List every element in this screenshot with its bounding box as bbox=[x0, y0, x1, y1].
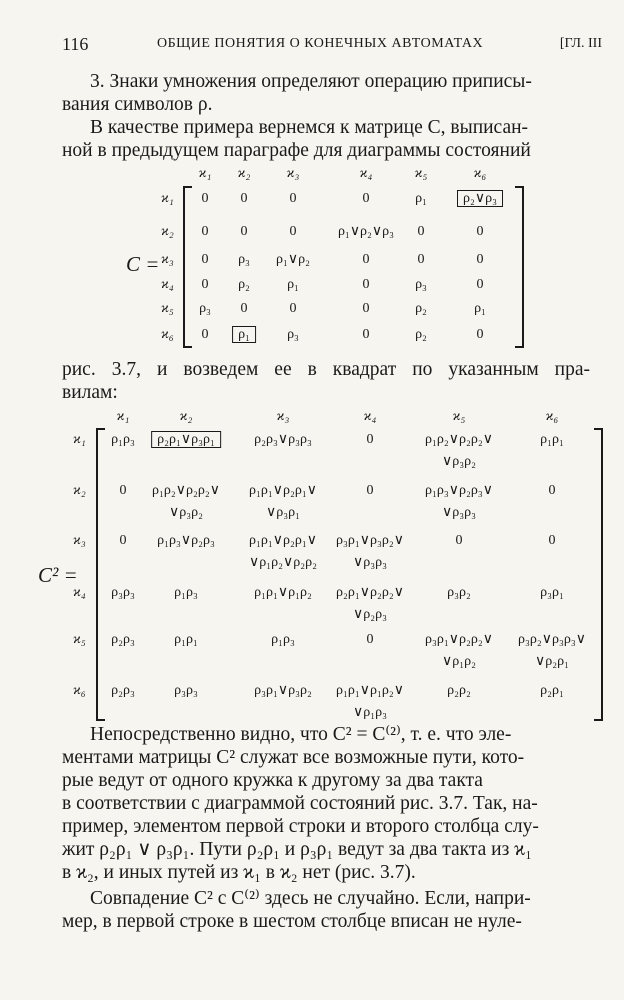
matrix-c2-col-label: ϰ₄ bbox=[363, 409, 377, 424]
text-line: вания символов ρ. bbox=[62, 94, 213, 115]
matrix-c2-left-bracket bbox=[96, 428, 105, 721]
matrix-c-cell-text: 0 bbox=[476, 224, 484, 239]
matrix-c-cell-text: 0 bbox=[289, 191, 297, 206]
matrix-c-cell-text: 0 bbox=[201, 277, 209, 292]
matrix-c2-cell-text: ∨ρ₃ρ₃ bbox=[442, 505, 476, 520]
matrix-c2-cell-text: ρ₃ρ₁∨ρ₃ρ₂∨ bbox=[336, 533, 404, 548]
matrix-c2-cell bbox=[169, 504, 203, 522]
text-line: ментами матрицы C² служат все возможные пути, кото- bbox=[62, 747, 525, 768]
matrix-c2-label: C² = bbox=[38, 563, 78, 587]
matrix-c2-cell bbox=[336, 584, 404, 602]
matrix-c2-row-label: ϰ₂ bbox=[73, 483, 86, 498]
matrix-c2-cell-text: ρ₂ρ₁∨ρ₂ρ₂∨ bbox=[336, 585, 404, 600]
matrix-c-cell-text: 0 bbox=[240, 301, 248, 316]
matrix-c2-cell bbox=[456, 532, 463, 550]
matrix-c2-cell-text: ρ₂ρ₂ bbox=[447, 683, 471, 698]
matrix-c2-cell bbox=[249, 554, 317, 572]
matrix-c2-cell bbox=[151, 431, 221, 449]
matrix-c2-cell-text: ∨ρ₃ρ₂ bbox=[169, 505, 203, 520]
matrix-c-col-label: ϰ₆ bbox=[473, 166, 487, 181]
page-number: 116 bbox=[62, 34, 89, 54]
matrix-c2-cell bbox=[442, 504, 476, 522]
matrix-c2-cell bbox=[111, 682, 135, 700]
matrix-c2-cell bbox=[425, 431, 493, 449]
matrix-c2-cell bbox=[152, 482, 220, 500]
matrix-c2-cell bbox=[447, 682, 471, 700]
matrix-c2-cell-text: ρ₁ρ₁∨ρ₁ρ₂ bbox=[254, 585, 312, 600]
matrix-c-row-label: ϰ₅ bbox=[161, 301, 174, 316]
matrix-c-cell-text: 0 bbox=[289, 224, 297, 239]
matrix-c2-col-label: ϰ₅ bbox=[452, 409, 466, 424]
matrix-c-cell-text: 0 bbox=[289, 301, 297, 316]
matrix-c2-cell-text: ρ₂ρ₃ bbox=[111, 632, 135, 647]
matrix-c2-cell bbox=[120, 482, 127, 500]
matrix-c-cell-text: 0 bbox=[240, 191, 248, 206]
matrix-c2-cell-text: ρ₁ρ₃ bbox=[174, 585, 198, 600]
matrix-c2-cell-text: 0 bbox=[455, 533, 463, 548]
matrix-c-cell-text: ρ₁ bbox=[474, 301, 486, 316]
matrix-c2-cell bbox=[367, 431, 374, 449]
text-line: 3. Знаки умножения определяют операцию приписы- bbox=[90, 71, 532, 92]
matrix-c2-cell-text: 0 bbox=[119, 533, 127, 548]
matrix-c2-cell-text: ρ₃ρ₃ bbox=[174, 683, 198, 698]
matrix-c-cell-text: ρ₁ bbox=[415, 191, 427, 206]
matrix-c2-col-label: ϰ₂ bbox=[179, 409, 193, 424]
text-line: ной в предыдущем параграфе для диаграммы состояний bbox=[62, 140, 531, 161]
matrix-c2-cell bbox=[111, 431, 135, 449]
matrix-c2-cell bbox=[442, 453, 476, 471]
matrix-c2-cell bbox=[174, 682, 198, 700]
matrix-c2-cell bbox=[540, 682, 564, 700]
matrix-c2-cell-text: ∨ρ₃ρ₁ bbox=[266, 505, 300, 520]
matrix-c2-cell-text: ρ₃ρ₂∨ρ₃ρ₃∨ bbox=[518, 632, 586, 647]
matrix-c-label: C = bbox=[126, 252, 160, 276]
matrix-c2-row-label: ϰ₆ bbox=[73, 683, 86, 698]
matrix-c-row-label: ϰ₁ bbox=[161, 191, 174, 206]
matrix-c2-cell-text: ρ₃ρ₁∨ρ₃ρ₂ bbox=[254, 683, 312, 698]
matrix-c2-cell bbox=[540, 431, 564, 449]
text-line: Непосредственно видно, что C² = C⁽²⁾, т. е. что эле- bbox=[90, 724, 512, 745]
matrix-c2-cell bbox=[353, 704, 387, 722]
matrix-c2-cell bbox=[367, 631, 374, 649]
matrix-c-col-label: ϰ₂ bbox=[237, 166, 251, 181]
matrix-c2-cell bbox=[111, 631, 135, 649]
matrix-c2-cell bbox=[353, 554, 387, 572]
matrix-c2-cell-text: ρ₂ρ₁∨ρ₃ρ₁ bbox=[151, 431, 221, 448]
matrix-c2-col-label: ϰ₆ bbox=[545, 409, 559, 424]
matrix-c2-cell-text: ρ₁ρ₃ bbox=[271, 632, 295, 647]
running-title: ОБЩИЕ ПОНЯТИЯ О КОНЕЧНЫХ АВТОМАТАХ bbox=[157, 36, 484, 51]
matrix-c2-cell-text: ∨ρ₁ρ₂ bbox=[442, 654, 476, 669]
matrix-c2-cell bbox=[442, 653, 476, 671]
text-line: В качестве примера вернемся к матрице C, выписан- bbox=[90, 117, 529, 138]
matrix-c2-cell-text: ρ₂ρ₃∨ρ₃ρ₃ bbox=[254, 432, 312, 447]
matrix-c2-cell bbox=[425, 482, 493, 500]
matrix-c2-cell-text: ρ₁ρ₁∨ρ₁ρ₂∨ bbox=[336, 683, 404, 698]
text-line: Совпадение C² с C⁽²⁾ здесь не случайно. Если, напри- bbox=[90, 888, 531, 909]
matrix-c-col-label: ϰ₁ bbox=[198, 166, 212, 181]
matrix-c2-cell-text: ∨ρ₃ρ₃ bbox=[353, 555, 387, 570]
matrix-c2-cell bbox=[353, 606, 387, 624]
matrix-c-cell-text: ρ₁ bbox=[232, 326, 256, 343]
matrix-c2-cell-text: ρ₁ρ₁ bbox=[540, 432, 564, 447]
matrix-c2-cell bbox=[266, 504, 300, 522]
matrix-c2-cell bbox=[549, 532, 556, 550]
matrix-c-cell-text: 0 bbox=[417, 224, 425, 239]
matrix-c2-cell-text: ∨ρ₁ρ₃ bbox=[353, 705, 387, 720]
matrix-c-cell-text: ρ₃ bbox=[199, 301, 211, 316]
matrix-c2-cell bbox=[549, 482, 556, 500]
matrix-c-cell-text: 0 bbox=[240, 224, 248, 239]
matrix-c-cell-text: ρ₁∨ρ₂ bbox=[276, 252, 310, 267]
matrix-c2-cell-text: ρ₃ρ₃ bbox=[111, 585, 135, 600]
matrix-c2-cell bbox=[535, 653, 569, 671]
matrix-c-cell-text: 0 bbox=[476, 327, 484, 342]
text-line: рис. 3.7, и возведем ее в квадрат по указанным пра- bbox=[62, 359, 590, 380]
chapter-label: [ГЛ. III bbox=[559, 36, 602, 51]
matrix-c2-cell bbox=[174, 631, 198, 649]
text-line: вилам: bbox=[62, 382, 118, 403]
matrix-c2-cell-text: ρ₁ρ₂∨ρ₂ρ₂∨ bbox=[425, 432, 493, 447]
matrix-c-cell-text: ρ₁∨ρ₂∨ρ₃ bbox=[337, 224, 395, 239]
matrix-c2-cell bbox=[254, 431, 312, 449]
matrix-c-cell-text: ρ₁ bbox=[287, 277, 299, 292]
matrix-c2-cell bbox=[425, 631, 493, 649]
matrix-c2-cell-text: ∨ρ₃ρ₂ bbox=[442, 454, 476, 469]
matrix-c2-col-label: ϰ₃ bbox=[276, 409, 290, 424]
matrix-c-cell-text: ρ₃ bbox=[238, 252, 250, 267]
text-line: в соответствии с диаграммой состояний рис. 3.7. Так, на- bbox=[62, 793, 538, 814]
matrix-c-cell-text: 0 bbox=[417, 252, 425, 267]
matrix-c-cell-text: ρ₃ bbox=[287, 327, 299, 342]
matrix-c-cell-text: ρ₃ bbox=[415, 277, 427, 292]
matrix-c2-row-label: ϰ₁ bbox=[73, 432, 86, 447]
matrix-c2-cell-text: 0 bbox=[366, 432, 374, 447]
matrix-c-cell-text: 0 bbox=[476, 277, 484, 292]
matrix-c2-cell bbox=[336, 532, 404, 550]
matrix-c2-cell bbox=[367, 482, 374, 500]
text-line: жит ρ₂ρ₁ ∨ ρ₃ρ₁. Пути ρ₂ρ₁ и ρ₃ρ₁ ведут за два такта из ϰ₁ bbox=[62, 839, 532, 860]
matrix-c-cell-text: 0 bbox=[201, 327, 209, 342]
matrix-c2-cell bbox=[518, 631, 586, 649]
matrix-c2-col-label: ϰ₁ bbox=[116, 409, 130, 424]
matrix-c-col-label: ϰ₃ bbox=[286, 166, 300, 181]
matrix-c2-cell-text: 0 bbox=[366, 632, 374, 647]
paragraph-4 bbox=[62, 723, 590, 884]
matrix-c2-cell-text: ρ₁ρ₃∨ρ₂ρ₃∨ bbox=[425, 483, 493, 498]
matrix-c-col-label: ϰ₅ bbox=[414, 166, 428, 181]
text-line: пример, элементом первой строки и второго столбца слу- bbox=[62, 816, 539, 837]
matrix-c2-cell-text: ρ₁ρ₂∨ρ₂ρ₂∨ bbox=[152, 483, 220, 498]
matrix-c-row-label: ϰ₃ bbox=[161, 252, 174, 267]
matrix-c2-cell-text: 0 bbox=[366, 483, 374, 498]
matrix-c2-cell-text: ∨ρ₂ρ₃ bbox=[353, 607, 387, 622]
matrix-c-col-label: ϰ₄ bbox=[359, 166, 373, 181]
matrix-c2-cell bbox=[540, 584, 564, 602]
matrix-c2-cell bbox=[254, 682, 312, 700]
matrix-c2-cell-text: ρ₃ρ₁∨ρ₂ρ₂∨ bbox=[425, 632, 493, 647]
matrix-c2-cell-text: ρ₁ρ₁∨ρ₂ρ₁∨ bbox=[249, 483, 317, 498]
matrix-c2-cell-text: 0 bbox=[548, 533, 556, 548]
text-line: мер, в первой строке в шестом столбце вписан не нуле- bbox=[62, 911, 522, 932]
matrix-c2-cell-text: ρ₂ρ₁ bbox=[540, 683, 564, 698]
matrix-c-cell-text: 0 bbox=[201, 224, 209, 239]
matrix-c2-row-label: ϰ₄ bbox=[73, 585, 86, 600]
matrix-c2-cell-text: ρ₁ρ₃ bbox=[111, 432, 135, 447]
matrix-c2-right-bracket bbox=[594, 428, 603, 721]
matrix-c2-cell-text: 0 bbox=[548, 483, 556, 498]
matrix-c-cell-text: 0 bbox=[201, 191, 209, 206]
matrix-c2-cell-text: ∨ρ₁ρ₂∨ρ₂ρ₂ bbox=[249, 555, 317, 570]
matrix-c-cell-text: ρ₂ bbox=[415, 301, 427, 316]
matrix-c2-cell-text: ρ₂ρ₃ bbox=[111, 683, 135, 698]
matrix-c-cell-text: 0 bbox=[476, 252, 484, 267]
paragraph-5 bbox=[62, 887, 590, 933]
matrix-c-cell-text: 0 bbox=[362, 327, 370, 342]
matrix-c-cell-text: 0 bbox=[362, 301, 370, 316]
matrix-c2-cell-text: 0 bbox=[119, 483, 127, 498]
matrix-c-cell-text: 0 bbox=[362, 277, 370, 292]
matrix-c2-cell-text: ρ₁ρ₃∨ρ₂ρ₃ bbox=[157, 533, 215, 548]
matrix-c2-cell bbox=[336, 682, 404, 700]
matrix-c-cell-text: ρ₂ bbox=[415, 327, 427, 342]
text-line: в ϰ₂, и иных путей из ϰ₁ в ϰ₂ нет (рис. 3.7). bbox=[62, 862, 416, 883]
matrix-c2-cell bbox=[271, 631, 295, 649]
text-line: рые ведут от одного кружка к другому за два такта bbox=[62, 770, 483, 791]
matrix-c-cell-text: ρ₂ bbox=[238, 277, 250, 292]
matrix-c2-cell-text: ρ₁ρ₁∨ρ₂ρ₁∨ bbox=[249, 533, 317, 548]
matrix-c2-cell-text: ∨ρ₂ρ₁ bbox=[535, 654, 569, 669]
matrix-c2-cell bbox=[447, 584, 471, 602]
matrix-c2-cell bbox=[249, 482, 317, 500]
matrix-c-row-label: ϰ₂ bbox=[161, 224, 174, 239]
matrix-c2-cell bbox=[249, 532, 317, 550]
matrix-c2-cell-text: ρ₁ρ₁ bbox=[174, 632, 198, 647]
matrix-c2-row-label: ϰ₅ bbox=[73, 632, 86, 647]
matrix-c2-cell bbox=[157, 532, 215, 550]
matrix-c-cell-text: ρ₂∨ρ₃ bbox=[457, 190, 503, 207]
matrix-c2-row-label: ϰ₃ bbox=[73, 533, 86, 548]
matrix-c2-cell-text: ρ₃ρ₂ bbox=[447, 585, 471, 600]
matrix-c2-cell bbox=[174, 584, 198, 602]
matrix-c-row-label: ϰ₄ bbox=[161, 277, 174, 292]
matrix-c2-cell-text: ρ₃ρ₁ bbox=[540, 585, 564, 600]
matrix-c2-cell bbox=[120, 532, 127, 550]
matrix-c2-cell bbox=[111, 584, 135, 602]
matrix-c2-cell bbox=[254, 584, 312, 602]
matrix-c-row-label: ϰ₆ bbox=[161, 327, 174, 342]
matrix-c-cell-text: 0 bbox=[362, 252, 370, 267]
matrix-c-cell-text: 0 bbox=[201, 252, 209, 267]
matrix-c-cell-text: 0 bbox=[362, 191, 370, 206]
